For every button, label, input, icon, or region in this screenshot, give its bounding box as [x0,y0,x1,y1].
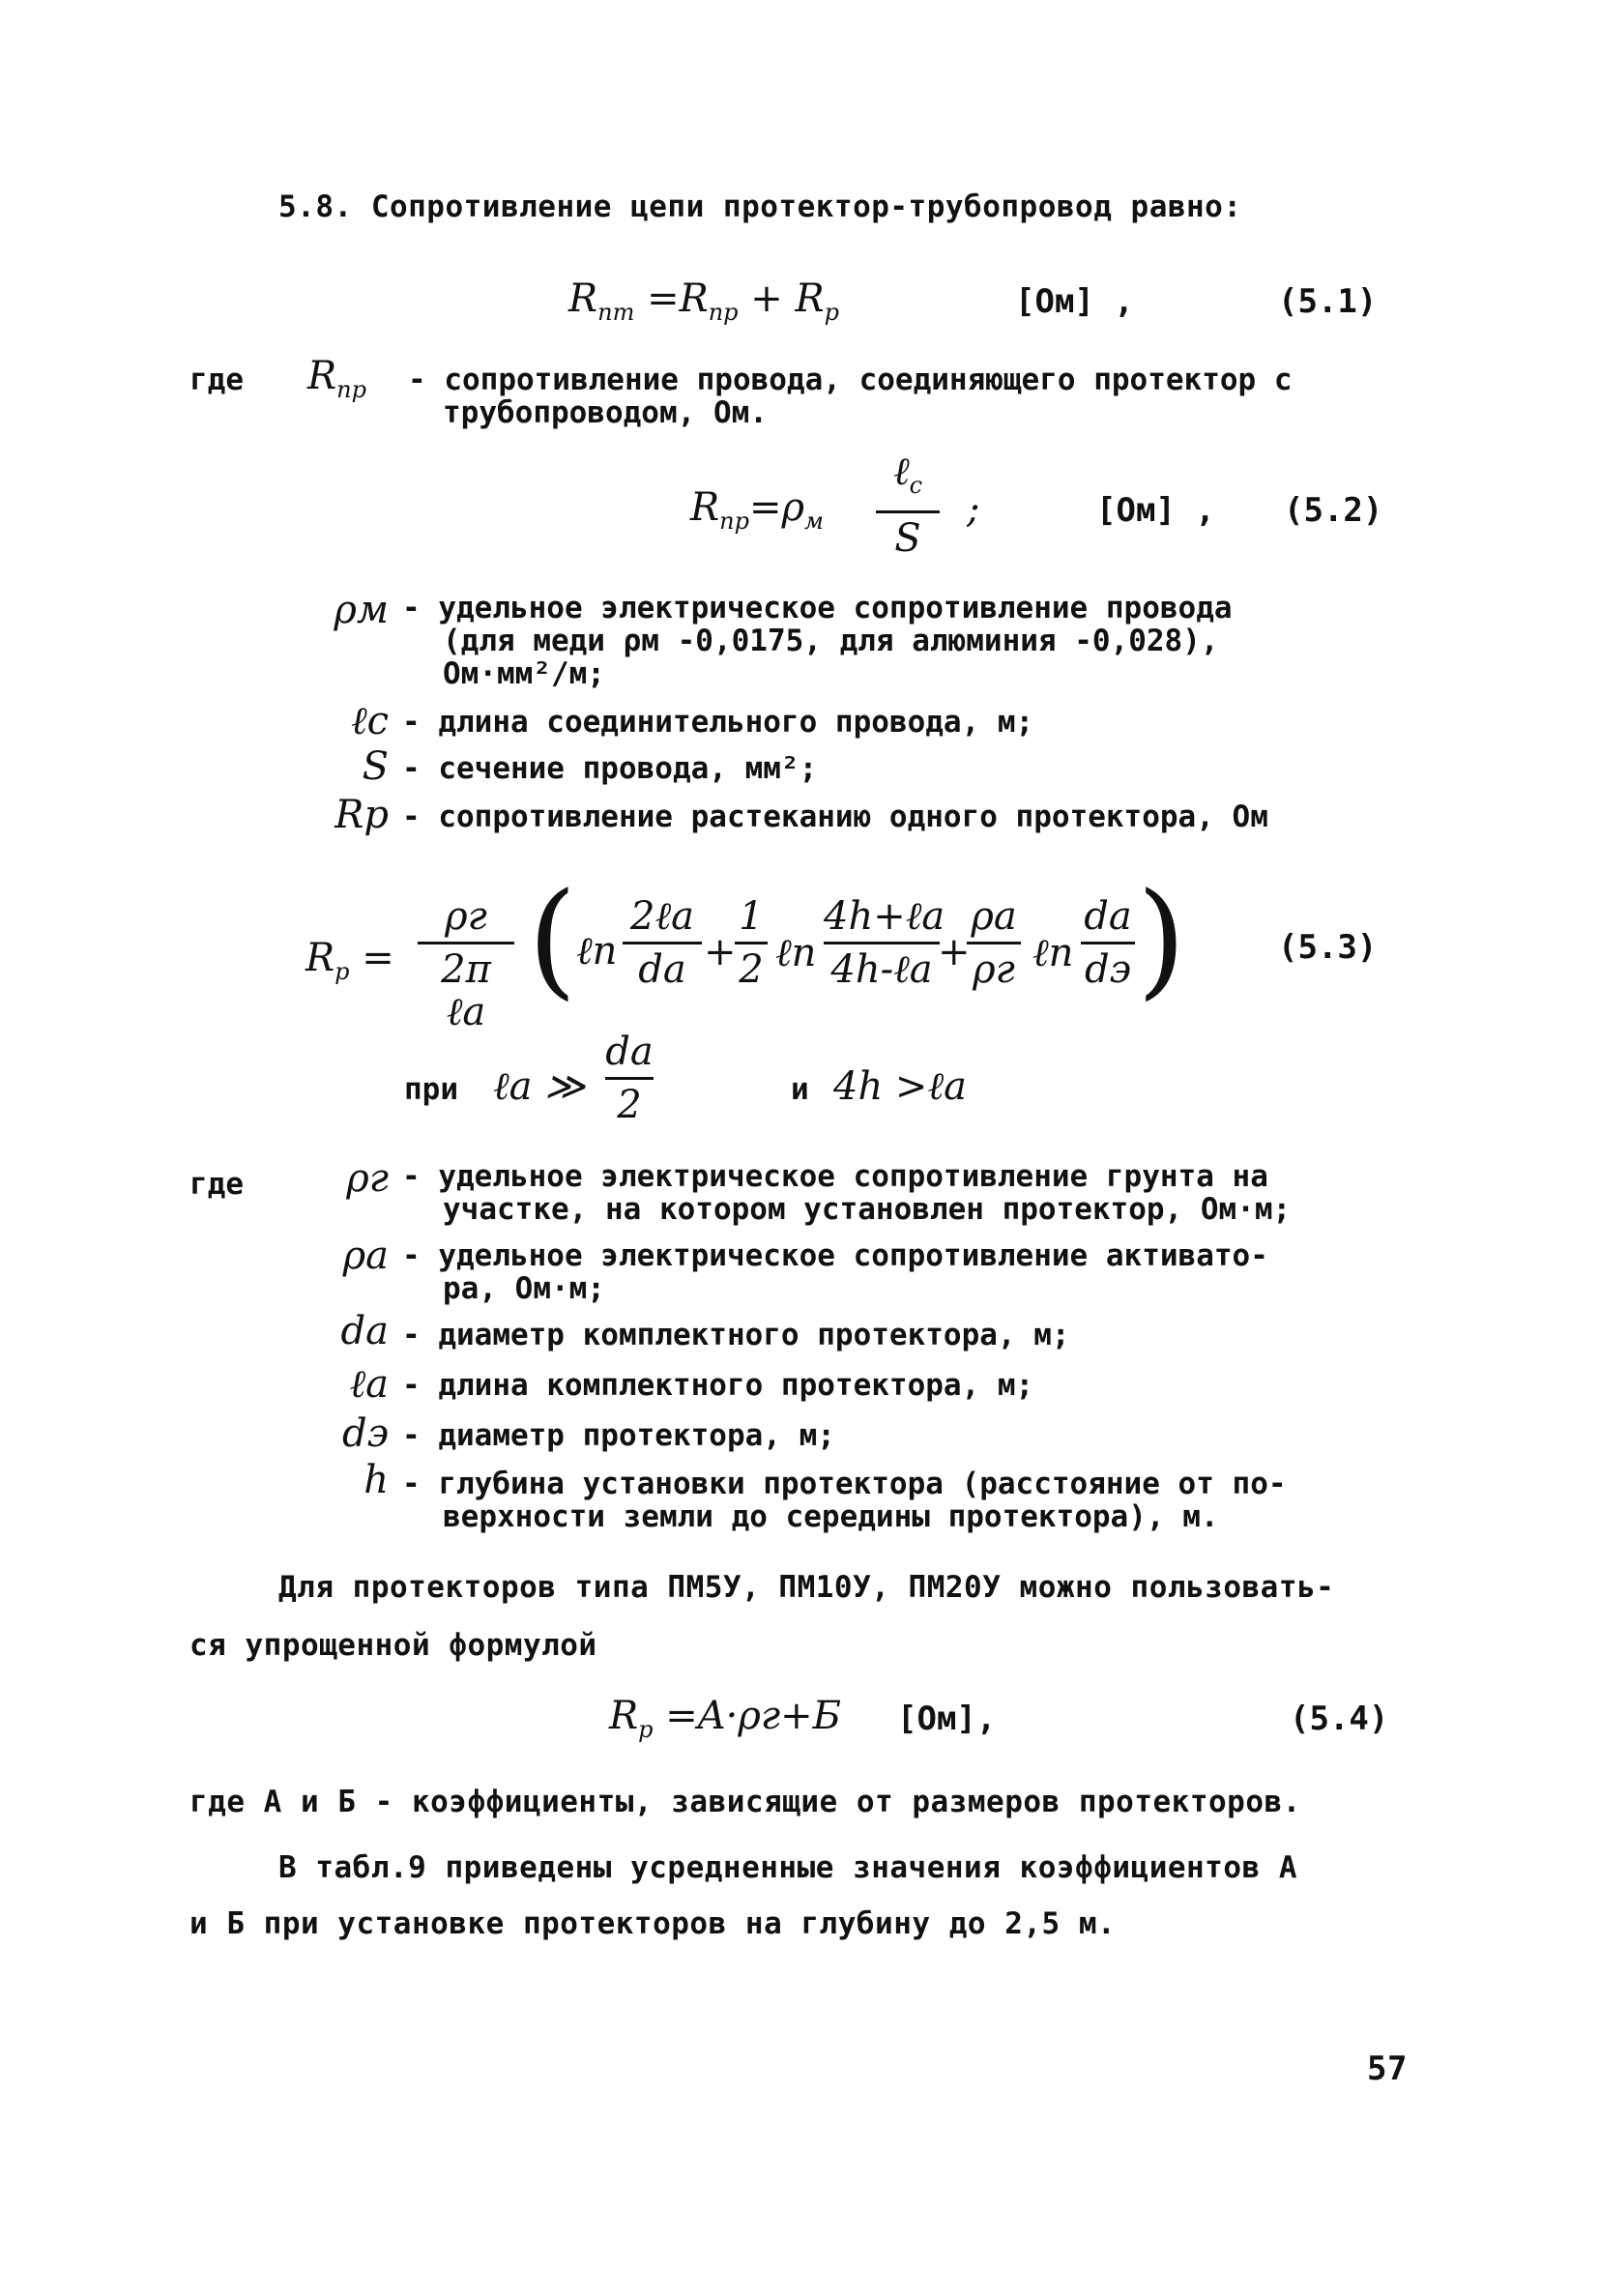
def-rho-a-line2: ра, Ом·м; [443,1271,605,1306]
equation-5-2-semicolon: ; [967,487,980,532]
def-rho-m-text: - удельное электрическое сопротивление провода [402,591,1233,625]
def-rho-g-symbol: ρг [346,1156,389,1201]
def-s-symbol: S [362,744,389,789]
equation-5-4: $R_р =A\cdot\rho г+Б$ [609,1694,841,1743]
def-s-text: - сечение провода, мм²; [402,751,818,786]
condition-2: 4h >ℓа [833,1064,967,1109]
condition-i: и [791,1072,809,1107]
def-rp-symbol: Rр [334,793,389,837]
paragraph-3-line-2: и Б при установке протекторов на глубину до 2,5 м. [189,1906,1117,1941]
equation-5-1-number: (5.1) [1278,282,1378,321]
def-rho-a-line1: - удельное электрическое сопротивление активато- [402,1238,1268,1273]
condition-1: ℓа ≫ [493,1064,586,1109]
section-heading: 5.8. Сопротивление цепи протектор-трубопровод равно: [278,189,1242,224]
eq53-ln-1: ℓn [576,929,618,974]
def-rho-a-symbol: ρа [342,1234,389,1278]
eq53-plus-2: + [938,930,971,974]
where-label-2: где [189,1167,244,1202]
paragraph-2: где А и Б - коэффициенты, зависящие от размеров протекторов. [189,1785,1301,1819]
eq53-fraction-1: ρг 2π ℓа [418,895,514,1033]
eq53-fraction-5: ρа ρг [967,895,1021,991]
def-la-symbol: ℓа [349,1362,389,1407]
rpr-definition: - сопротивление провода, соединяющего протектор с [408,363,1293,397]
equation-5-1-unit: [Ом] , [1015,282,1134,321]
page-number: 57 [1367,2049,1408,2088]
condition-pri: при [404,1072,458,1107]
equation-5-2-number: (5.2) [1284,491,1383,530]
equation-5-1: $R_{пт} =R_{пр} + R_р$ [568,276,839,326]
eq53-fraction-6: dа dэ [1081,895,1135,991]
def-h-line1: - глубина установки протектора (расстояние от по- [402,1467,1287,1501]
def-rho-g-line2: участке, на котором установлен протектор, Ом·м; [443,1192,1292,1227]
def-lc-symbol: ℓс [350,699,389,743]
def-rp-text: - сопротивление растеканию одного протектора, Ом [402,799,1268,834]
def-de-text: - диаметр протектора, м; [402,1418,835,1453]
def-rho-m-symbol: ρм [334,588,389,632]
rpr-definition-line2: трубопроводом, Ом. [443,395,768,430]
condition-fraction: dа 2 [605,1030,654,1127]
def-da-text: - диаметр комплектного протектора, м; [402,1318,1070,1352]
eq53-left-paren: ( [528,865,577,1012]
equation-5-3-number: (5.3) [1278,928,1378,967]
eq53-ln-2: ℓn [775,931,817,975]
def-da-symbol: dа [340,1309,389,1353]
def-rho-m-line3: Ом·мм²/м; [443,656,605,691]
where-label-1: где [189,363,244,397]
equation-5-2-unit: [Ом] , [1096,491,1215,530]
def-h-symbol: h [363,1458,389,1502]
eq53-right-paren: ) [1137,865,1186,1012]
paragraph-1-line-1: Для протекторов типа ПМ5У, ПМ10У, ПМ20У можно пользовать- [278,1570,1335,1605]
paragraph-1-line-2: ся упрощенной формулой [189,1628,597,1663]
paragraph-3-line-1: В табл.9 приведены усредненные значения коэффициентов А [278,1850,1297,1885]
equation-5-4-unit: [Ом], [897,1700,997,1738]
rpr-symbol: $R_{пр}$ [307,354,366,403]
equation-5-2-fraction: ℓ$_с$ S [876,450,940,560]
def-rho-g-line1: - удельное электрическое сопротивление грунта на [402,1159,1268,1194]
def-la-text: - длина комплектного протектора, м; [402,1368,1034,1403]
equation-5-2-lhs: $R_{пр}=\rho_м$ [690,485,824,535]
eq53-ln-3: ℓn [1032,931,1074,975]
eq53-plus-1: + [704,930,737,974]
eq53-fraction-3: 1 2 [735,895,768,991]
eq53-fraction-4: 4h+ℓа 4h-ℓа [824,894,945,992]
def-de-symbol: dэ [341,1411,389,1456]
def-lc-text: - длина соединительного провода, м; [402,705,1034,740]
equation-5-3-lhs: $R_р$ = [305,936,394,985]
def-rho-m-line2: (для меди ρм -0,0175, для алюминия -0,028), [443,624,1219,658]
def-h-line2: верхности земли до середины протектора), м. [443,1499,1219,1534]
equation-5-4-number: (5.4) [1290,1700,1389,1738]
eq53-fraction-2: 2ℓа dа [623,895,702,991]
